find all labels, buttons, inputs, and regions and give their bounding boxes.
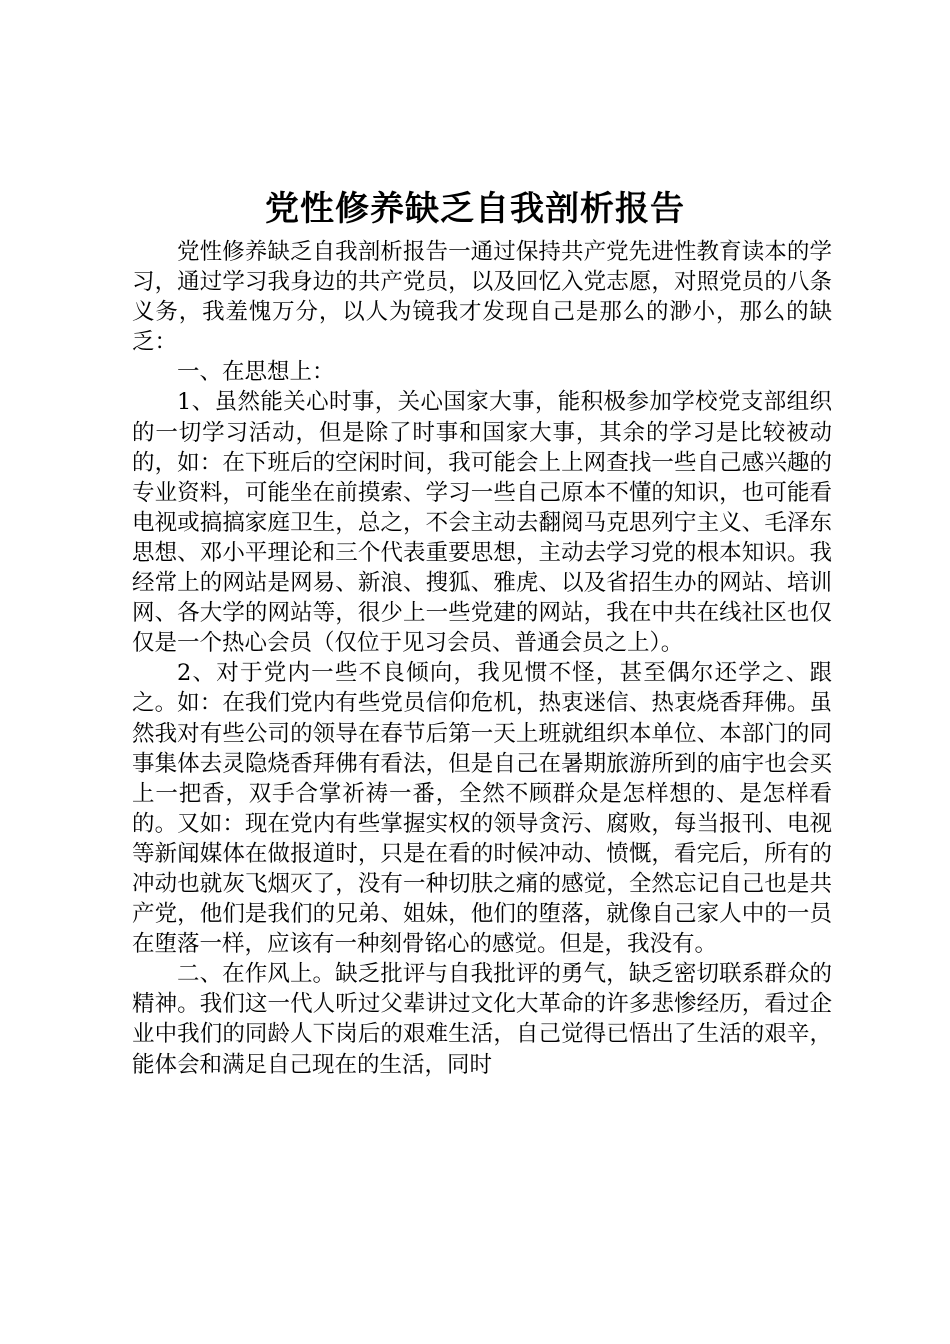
paragraph-intro: 党性修养缺乏自我剖析报告一通过保持共产党先进性教育读本的学习，通过学习我身边的共产党员，以及回忆入党志愿，对照党员的八条义务，我羞愧万分，以人为镜我才发现自己是那么的渺小，那么的缺乏： — [132, 239, 832, 356]
document-body — [132, 237, 832, 1080]
paragraph-section-2: 二、在作风上。缺乏批评与自我批评的勇气，缺乏密切联系群众的精神。我们这一代人听过父辈讲过文化大革命的许多悲惨经历，看过企业中我们的同龄人下岗后的艰难生活，自己觉得已悟出了生活的艰辛，能体会和满足自己现在的生活，同时 — [132, 961, 832, 1078]
document-title: 党性修养缺乏自我剖析报告 — [265, 189, 685, 229]
paragraph-item-2: 2、对于党内一些不良倾向，我见惯不怪，甚至偶尔还学之、跟之。如：在我们党内有些党员信仰危机，热衷迷信、热衷烧香拜佛。虽然我对有些公司的领导在春节后第一天上班就组织本单位、本部门的同事集体去灵隐烧香拜佛有看法，但是自己在暑期旅游所到的庙宇也会买上一把香，双手合掌祈祷一番，全然不顾群众是怎样想的、是怎样看的。又如：现在党内有些掌握实权的领导贪污、腐败，每当报刊、电视等新闻媒体在做报道时，只是在看的时候冲动、愤慨，看完后，所有的冲动也就灰飞烟灭了，没有一种切肤之痛的感觉，全然忘记自己也是共产党，他们是我们的兄弟、姐妹，他们的堕落，就像自己家人中的一员在堕落一样，应该有一种刻骨铭心的感觉。但是，我没有。 — [132, 660, 832, 958]
paragraph-item-1: 1、虽然能关心时事，关心国家大事，能积极参加学校党支部组织的一切学习活动，但是除了时事和国家大事，其余的学习是比较被动的，如：在下班后的空闲时间，我可能会上上网查找一些自己感兴趣的专业资料，可能坐在前摸索、学习一些自己原本不懂的知识，也可能看电视或搞搞家庭卫生，总之，不会主动去翻阅马克思列宁主义、毛泽东思想、邓小平理论和三个代表重要思想，主动去学习党的根本知识。我经常上的网站是网易、新浪、搜狐、雅虎、以及省招生办的网站、培训网、各大学的网站等，很少上一些党建的网站，我在中共在线社区也仅仅是一个热心会员（仅位于见习会员、普通会员之上）。 — [132, 389, 832, 657]
paragraph-section-1-heading: 一、在思想上： — [177, 359, 335, 386]
